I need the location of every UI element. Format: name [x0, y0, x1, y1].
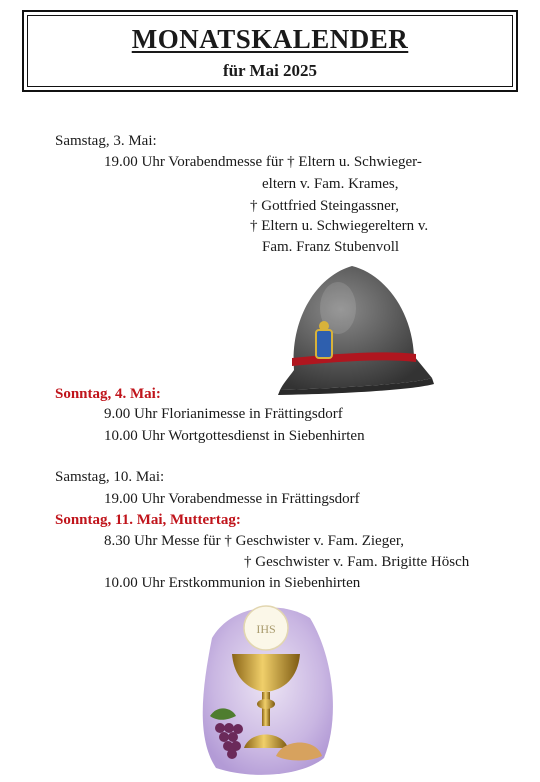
- chalice-host-icon: [192, 598, 340, 778]
- event-line: 10.00 Uhr Wortgottesdienst in Siebenhirten: [104, 428, 365, 444]
- event-line: 19.00 Uhr Vorabendmesse für † Eltern u. Schwieger-: [104, 154, 422, 170]
- date-heading: Samstag, 3. Mai:: [55, 133, 157, 149]
- page-subtitle: für Mai 2025: [222, 61, 318, 80]
- event-line: Fam. Franz Stubenvoll: [262, 239, 400, 255]
- event-line: 19.00 Uhr Vorabendmesse in Frättingsdorf: [104, 491, 360, 507]
- event-line: 10.00 Uhr Erstkommunion in Siebenhirten: [104, 575, 361, 591]
- date-heading: Samstag, 10. Mai:: [55, 469, 165, 485]
- event-line: 8.30 Uhr Messe für † Geschwister v. Fam. Zieger,: [104, 533, 405, 549]
- header-inner-frame: [27, 15, 513, 87]
- event-line: 9.00 Uhr Florianimesse in Frättingsdorf: [104, 406, 343, 422]
- date-heading: Sonntag, 4. Mai:: [55, 386, 161, 402]
- firefighter-helmet-icon: [272, 258, 440, 398]
- event-line: † Gottfried Steingassner,: [250, 198, 399, 214]
- header-frame: [22, 10, 518, 92]
- page-title: MONATSKALENDER: [131, 24, 409, 54]
- date-heading: Sonntag, 11. Mai, Muttertag:: [55, 512, 241, 528]
- event-line: † Geschwister v. Fam. Brigitte Hösch: [244, 554, 470, 570]
- event-line: † Eltern u. Schwiegereltern v.: [250, 218, 429, 234]
- host-monogram: IHS: [256, 622, 276, 636]
- event-line: eltern v. Fam. Krames,: [262, 176, 399, 192]
